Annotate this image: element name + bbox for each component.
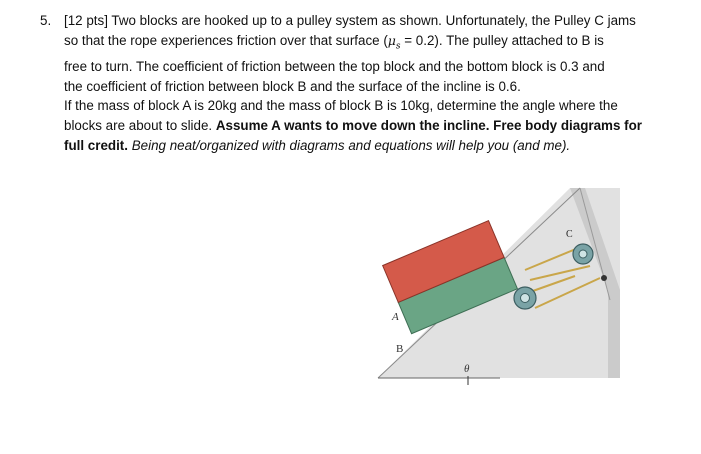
pulley-incline-diagram: [370, 180, 620, 390]
statement-line-3: free to turn. The coefficient of friction between the top block and the bottom block is 0.3 and: [64, 59, 605, 75]
statement-line-7-italic: Being neat/organized with diagrams and equations will help you (and me).: [128, 137, 571, 153]
rope-anchor: [601, 275, 607, 281]
problem-statement: [64, 11, 680, 156]
mu-symbol: μ: [387, 32, 396, 48]
statement-line-7-bold: full credit.: [64, 137, 128, 153]
statement-line-2-a: so that the rope experiences friction over that surface (: [64, 32, 388, 48]
label-c: C: [566, 229, 573, 240]
statement-line-5: If the mass of block A is 20kg and the mass of block B is 10kg, determine the angle where the: [64, 98, 618, 114]
mu-subscript: s: [395, 41, 401, 52]
statement-line-7: [64, 136, 680, 156]
statement-line-4: the coefficient of friction between block B and the surface of the incline is 0.6.: [64, 78, 521, 94]
statement-line-6: [64, 116, 680, 136]
statement-line-2-b: = 0.2). The pulley attached to B is: [400, 32, 604, 48]
pulley-c: [573, 244, 593, 264]
label-b: B: [396, 343, 404, 355]
pulley-b: [514, 287, 536, 309]
statement-line-2: [64, 31, 680, 57]
statement-line-1: [12 pts] Two blocks are hooked up to a pulley system as shown. Unfortunately, the Pulley C jams: [64, 13, 636, 28]
statement-line-6-bold: Assume A wants to move down the incline. Free body diagrams for: [215, 118, 642, 134]
problem-number: 5.: [40, 13, 52, 28]
label-theta: θ: [464, 363, 470, 375]
statement-line-6-a: blocks are about to slide.: [64, 118, 216, 134]
label-a: A: [392, 311, 399, 323]
